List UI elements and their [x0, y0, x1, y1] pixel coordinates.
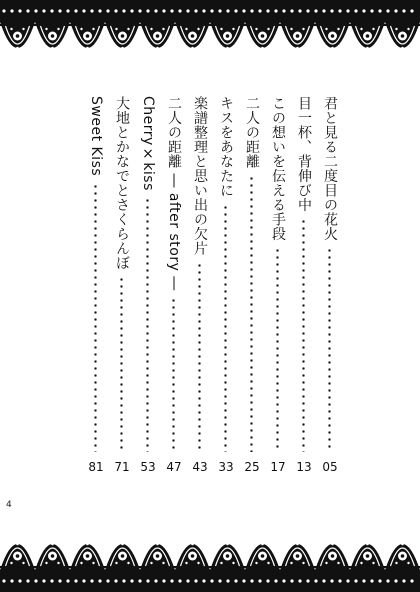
toc-entry	[86, 96, 106, 480]
toc-title: 目一杯、背伸び中	[296, 96, 312, 212]
toc-entry	[242, 96, 262, 480]
toc-page-number: 53	[140, 460, 156, 474]
toc-entry	[190, 96, 210, 480]
table-of-contents	[80, 96, 340, 480]
toc-page-number: 43	[192, 460, 208, 474]
toc-title: Cherry×kiss	[140, 96, 156, 191]
toc-title: 二人の距離	[244, 96, 260, 169]
leader-dots	[94, 183, 97, 452]
toc-title: この想いを伝える手段	[270, 96, 286, 241]
leader-dots	[146, 197, 149, 452]
toc-title: 楽譜整理と思い出の欠片	[192, 96, 208, 256]
toc-title: キスをあなたに	[218, 96, 234, 198]
leader-dots	[198, 262, 201, 452]
toc-page-number: 71	[114, 460, 130, 474]
lace-border-bottom	[0, 520, 420, 592]
toc-title: Sweet Kiss	[88, 96, 104, 177]
leader-dots	[224, 204, 227, 452]
leader-dots	[172, 297, 175, 452]
leader-dots	[302, 218, 305, 452]
toc-entry	[112, 96, 132, 480]
leader-dots	[250, 175, 253, 452]
toc-page-number: 17	[270, 460, 286, 474]
leader-dots	[120, 276, 123, 452]
toc-entry	[216, 96, 236, 480]
toc-page-number: 13	[296, 460, 312, 474]
toc-title: 二人の距離 ― after story ―	[166, 96, 182, 291]
toc-entry	[164, 96, 184, 480]
toc-entry	[268, 96, 288, 480]
leader-dots	[328, 247, 331, 452]
lace-border-top	[0, 0, 420, 72]
toc-page-number: 05	[322, 460, 338, 474]
toc-title: 大地とかなでとさくらんぼ	[114, 96, 130, 270]
toc-entry	[294, 96, 314, 480]
page-number: 4	[6, 500, 12, 510]
toc-page-number: 47	[166, 460, 182, 474]
leader-dots	[276, 247, 279, 452]
toc-entry	[320, 96, 340, 480]
toc-title: 君と見る二度目の花火	[322, 96, 338, 241]
toc-page-number: 25	[244, 460, 260, 474]
toc-page-number: 81	[88, 460, 104, 474]
toc-entry	[138, 96, 158, 480]
toc-page-number: 33	[218, 460, 234, 474]
